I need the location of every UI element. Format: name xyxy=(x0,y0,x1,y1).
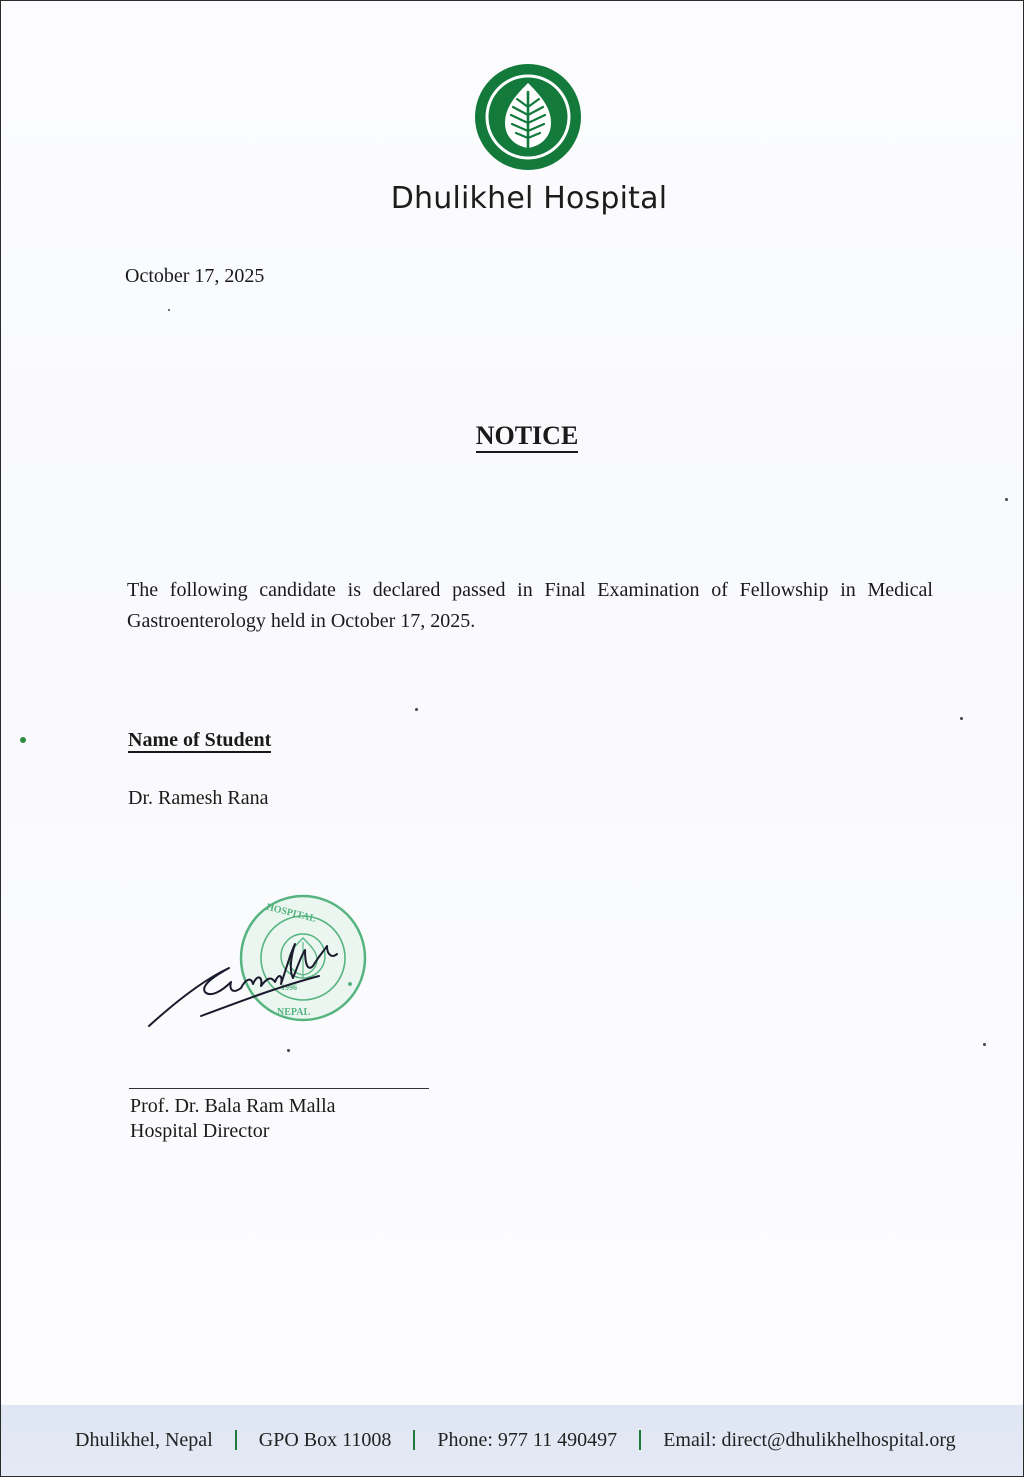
svg-text:1996: 1996 xyxy=(281,983,297,992)
footer-separator xyxy=(413,1430,415,1450)
signatory-title: Hospital Director xyxy=(130,1120,270,1142)
signatory-name: Prof. Dr. Bala Ram Malla xyxy=(130,1095,336,1117)
scan-speck xyxy=(1005,498,1008,501)
scan-speck xyxy=(287,1049,290,1052)
student-heading: Name of Student xyxy=(128,729,272,751)
hospital-seal xyxy=(241,896,365,1020)
footer-po-box: GPO Box 11008 xyxy=(258,1428,392,1451)
seal-and-signature xyxy=(141,886,381,1036)
footer-address: Dhulikhel, Nepal xyxy=(75,1428,213,1451)
student-name: Dr. Ramesh Rana xyxy=(128,787,269,809)
footer-contact-row xyxy=(75,1425,956,1455)
notice-title xyxy=(1,421,1024,451)
margin-mark xyxy=(20,737,26,743)
scan-speck xyxy=(960,717,963,720)
leaf-logo-icon xyxy=(474,63,582,171)
footer-separator xyxy=(639,1430,641,1450)
notice-title-text: NOTICE xyxy=(476,421,579,453)
notice-body: The following candidate is declared passed in Final Examination of Fellowship in Medical Gastroenterology held in October 17, 2025. xyxy=(127,579,933,632)
signature-line xyxy=(129,1088,429,1089)
scan-speck xyxy=(415,708,418,711)
footer-phone: Phone: 977 11 490497 xyxy=(437,1428,618,1451)
footer-email[interactable]: Email: direct@dhulikhelhospital.org xyxy=(663,1428,956,1451)
svg-text:NEPAL: NEPAL xyxy=(277,1007,311,1018)
hospital-name: Dhulikhel Hospital xyxy=(390,181,668,216)
letter-date: October 17, 2025 xyxy=(125,265,265,287)
scan-speck xyxy=(983,1043,986,1046)
svg-text:HOSPITAL: HOSPITAL xyxy=(264,901,317,925)
footer-separator xyxy=(235,1430,237,1450)
scan-speck xyxy=(168,309,170,311)
